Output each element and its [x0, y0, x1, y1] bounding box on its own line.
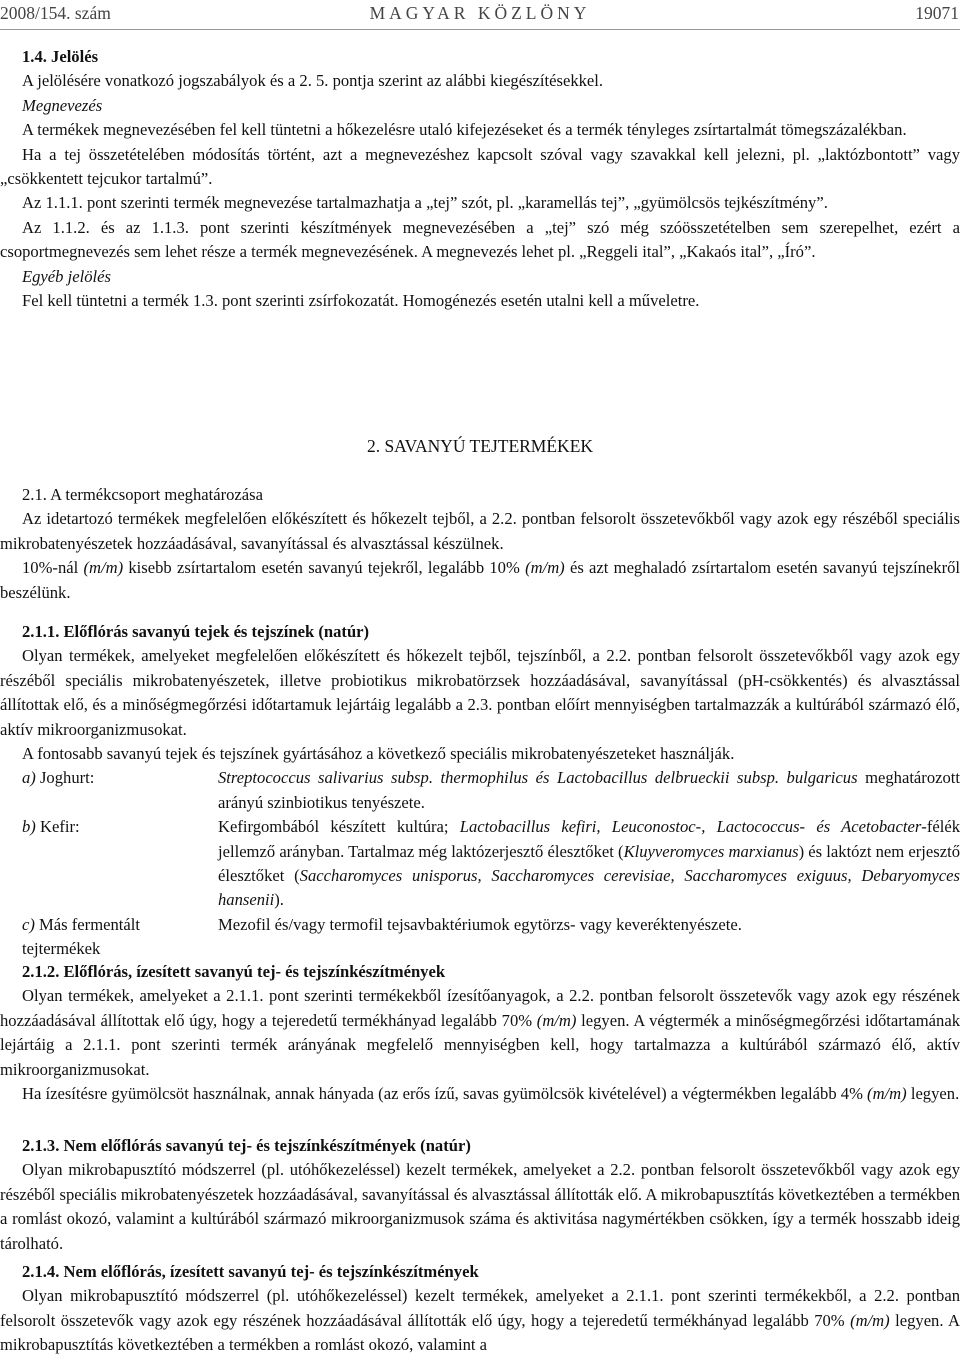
definition-body: Kefirgombából készített kultúra; Lactobacillus kefiri, Leuconostoc-, Lactococcus- és Acetobacter-félék jellemző arányban. Tartalmaz még laktózerjesztő élesztőket (Kluyveromyces marxianus) és laktózt nem erjesztő élesztőket (Saccharomyces unisporus, Saccharomyces cerevisiae, Saccharomyces exiguus, Debaryomyces hansenii). — [218, 817, 960, 910]
section-1-4 — [0, 45, 960, 313]
subheading: Egyéb jelölés — [22, 266, 111, 286]
definition-body: Streptococcus salivarius subsp. thermophilus és Lactobacillus delbrueckii subsp. bulgaricus meghatározott arányú szinbiotikus tenyészete. — [218, 768, 960, 812]
definition-term: b) Kefir: — [22, 817, 80, 837]
section-2-1-4 — [0, 1260, 960, 1358]
chapter-title: 2. SAVANYÚ TEJTERMÉKEK — [366, 436, 594, 456]
paragraph: Olyan termékek, amelyeket a 2.1.1. pont szerinti termékekből ízesítőanyagok, a 2.2. pontban felsorolt összetevők vagy azok egy részének hozzáadásával állítottak elő úgy, hogy a tejeredetű termékhányad legalább 70% (m/m) legyen. A végtermék a minőségmegőrzési időtartamának lejártáig a 2.1.1. pont szerinti termék arányának megfelelő mennyiségben kell, hogy tartalmazza a kultúrából származó élő, aktív mikroorganizmusokat. — [0, 986, 960, 1079]
paragraph: Olyan termékek, amelyeket megfelelően előkészített és hőkezelt tejből, tejszínből, a 2.2. pontban felsorolt összetevőkből vagy azok egy részéből speciális mikrobatenyészetek, illetve probiotikus mikrobatörzsek hozzáadásával, savanyítással (pH-csökkentés) és alvasztással állítottak elő, és a minőségmegőrzési időtartamuk lejártáig legalább a 2.3. pontban előírt mennyiségben tartalmazzák a kultúrából származó élő, aktív mikroorganizmusokat. — [0, 646, 960, 739]
subheading: Megnevezés — [22, 95, 103, 115]
definition-term: a) Joghurt: — [22, 768, 95, 788]
section-2 — [0, 434, 960, 458]
paragraph: Az 1.1.1. pont szerinti termék megnevezése tartalmazhatja a „tej” szót, pl. „karamellás tej”, „gyümölcsös tejkészítmény”. — [22, 193, 828, 213]
section-heading: 2.1.3. Nem előflórás savanyú tej- és tejszínkészítmények (natúr) — [22, 1136, 471, 1155]
section-2-1-3 — [0, 1134, 960, 1256]
paragraph: A termékek megnevezésében fel kell tüntetni a hőkezelésre utaló kifejezéseket és a termék tényleges zsírtartalmát tömegszázalékban. — [22, 120, 907, 140]
definition-body: Mezofil és/vagy termofil tejsavbaktériumok egytörzs- vagy keveréktenyészete. — [218, 914, 742, 934]
paragraph: 10%-nál (m/m) kisebb zsírtartalom esetén savanyú tejekről, legalább 10% (m/m) és azt meghaladó zsírtartalom esetén savanyú tejszínekről beszélünk. — [0, 558, 960, 602]
paragraph: Olyan mikrobapusztító módszerrel (pl. utóhőkezeléssel) kezelt termékek, amelyeket a 2.2. pontban felsorolt összetevőkből vagy azok egy részéből speciális mikrobatenyészetek hozzáadásával, savanyítással és alvasztással állították elő. A mikrobapusztítás következtében a termékben a romlást okozó, valamint a kultúrából származó mikroorganizmusok száma és aktivitása nagymértékben csökken, így a termék hosszabb ideig tárolható. — [0, 1160, 960, 1253]
paragraph: Olyan mikrobapusztító módszerrel (pl. utóhőkezeléssel) kezelt termékek, amelyeket a 2.1.1. pont szerinti termékekből, a 2.2. pontban felsorolt összetevők vagy azok egy részének hozzáadásával állították elő úgy, hogy a tejeredetű termékhányad legalább 70% (m/m) legyen. A mikrobapusztítás következtében a termékben a romlást okozó, valamint a — [0, 1286, 960, 1355]
section-heading: 1.4. Jelölés — [22, 47, 99, 66]
paragraph: Az idetartozó termékek megfelelően előkészített és hőkezelt tejből, a 2.2. pontban felsorolt összetevőkből vagy azok egy részéből speciális mikrobatenyészetek hozzáadásával, savanyítással és alvasztással készülnek. — [0, 509, 960, 553]
paragraph: A fontosabb savanyú tejek és tejszínek gyártásához a következő speciális mikrobatenyészeteket használják. — [22, 744, 735, 764]
paragraph: A jelölésére vonatkozó jogszabályok és a 2. 5. pontja szerint az alábbi kiegészítésekkel. — [22, 71, 604, 91]
header-rule — [0, 29, 960, 30]
issue-number: 2008/154. szám — [0, 3, 111, 23]
section-heading: 2.1.4. Nem előflórás, ízesített savanyú tej- és tejszínkészítmények — [22, 1262, 479, 1281]
paragraph: Ha a tej összetételében módosítás történt, azt a megnevezéshez kapcsolt szóval vagy szavakkal kell jelezni, pl. „laktózbontott” vagy „csökkentett tejcukor tartalmú”. — [0, 144, 960, 189]
definition-row-kefir — [0, 815, 960, 913]
section-2-1 — [0, 483, 960, 605]
paragraph: Ha ízesítésre gyümölcsöt használnak, annak hányada (az erős ízű, savas gyümölcsök kivételével) a végtermékben legalább 4% (m/m) legyen. — [22, 1084, 960, 1104]
section-heading: 2.1. A termékcsoport meghatározása — [22, 485, 263, 504]
paragraph: Fel kell tüntetni a termék 1.3. pont szerinti zsírfokozatát. Homogénezés esetén utalni kell a műveletre. — [22, 291, 700, 311]
definition-row-joghurt — [0, 766, 960, 815]
definition-term: c) Más fermentált tejtermékek — [22, 914, 140, 959]
page-number: 19071 — [915, 3, 959, 23]
section-heading: 2.1.2. Előflórás, ízesített savanyú tej- és tejszínkészítmények — [22, 962, 446, 981]
section-2-1-2 — [0, 960, 960, 1106]
definition-row-mas-fermentalt — [0, 913, 960, 961]
section-2-1-1 — [0, 620, 960, 961]
page-header — [0, 0, 960, 26]
section-heading: 2.1.1. Előflórás savanyú tejek és tejszínek (natúr) — [22, 622, 370, 641]
paragraph: Az 1.1.2. és az 1.1.3. pont szerinti készítmények megnevezésében a „tej” szó még szóösszetételben sem szerepelhet, ezért a csoportmegnevezés sem lehet része a termék megnevezésének. A megnevezés lehet pl. „Reggeli ital”, „Kakaós ital”, „Író”. — [0, 217, 960, 262]
publication-title: MAGYAR KÖZLÖNY — [369, 3, 591, 23]
